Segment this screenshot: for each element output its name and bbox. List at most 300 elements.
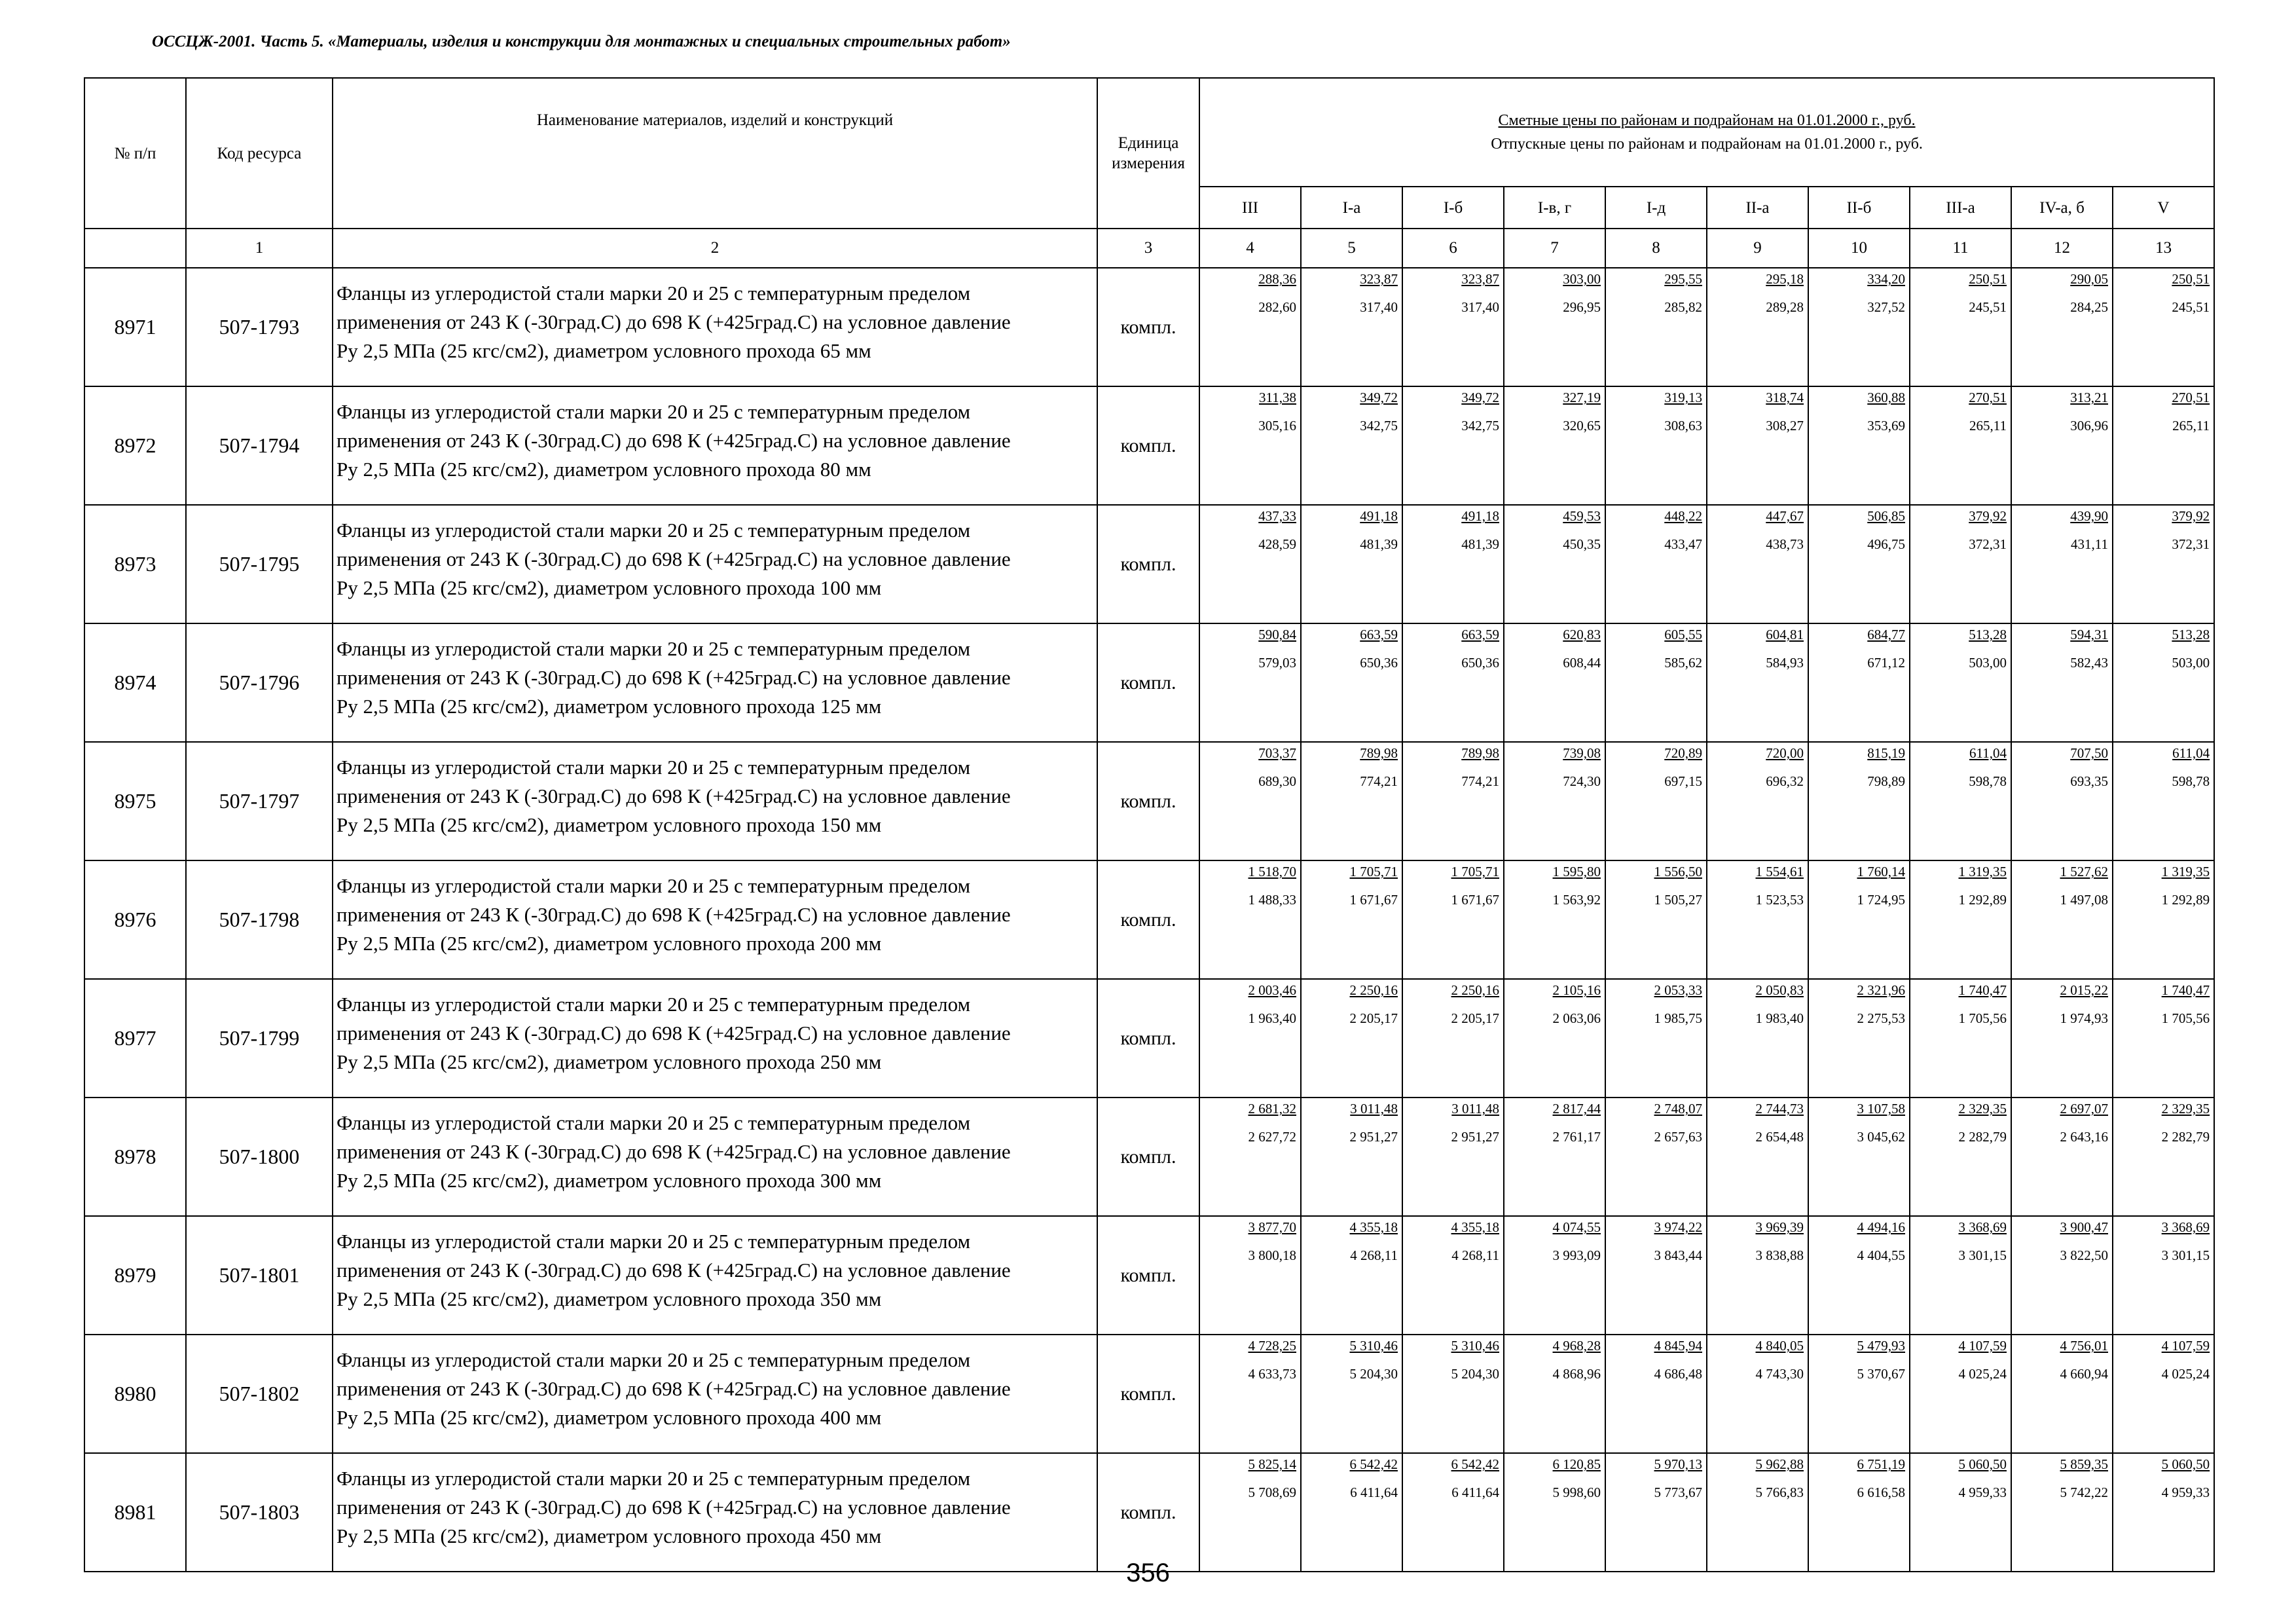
row-index: 8971 [84, 268, 186, 386]
price-cell [1707, 979, 1808, 1098]
release-price: 3 822,50 [2060, 1247, 2108, 1263]
column-header-region: I-а [1301, 187, 1402, 229]
estimated-price: 1 319,35 [1958, 864, 2007, 879]
column-header-region: I-д [1605, 187, 1707, 229]
price-cell [1199, 1098, 1301, 1216]
release-price: 2 761,17 [1552, 1129, 1601, 1145]
material-name-line: Ру 2,5 МПа (25 кгс/см2), диаметром условного прохода 65 мм [337, 339, 871, 362]
release-price: 4 268,11 [1350, 1247, 1398, 1263]
material-name-line: Фланцы из углеродистой стали марки 20 и 25 с температурным пределом [337, 282, 971, 304]
estimated-price: 5 825,14 [1248, 1456, 1296, 1472]
release-price: 481,39 [1461, 536, 1499, 552]
release-price: 450,35 [1563, 536, 1601, 552]
price-cell [1504, 1216, 1605, 1335]
release-price: 433,47 [1664, 536, 1702, 552]
material-name-line: Фланцы из углеродистой стали марки 20 и 25 с температурным пределом [337, 637, 971, 660]
release-price: 2 063,06 [1552, 1010, 1601, 1026]
material-name-line: Ру 2,5 МПа (25 кгс/см2), диаметром условного прохода 400 мм [337, 1406, 882, 1429]
price-cell [1402, 1216, 1504, 1335]
resource-code: 507-1797 [186, 742, 333, 860]
release-price: 308,63 [1664, 418, 1702, 434]
estimated-price: 5 060,50 [1958, 1456, 2007, 1472]
price-cell [1707, 1453, 1808, 1572]
estimated-price: 2 003,46 [1248, 982, 1296, 998]
material-name [333, 742, 1097, 860]
price-cell [1910, 979, 2011, 1098]
price-cell [1605, 268, 1707, 386]
release-price: 1 488,33 [1248, 892, 1296, 908]
price-cell [1301, 1453, 1402, 1572]
price-cell [1808, 1453, 1910, 1572]
release-price: 265,11 [2172, 418, 2210, 434]
estimated-price: 6 751,19 [1857, 1456, 1905, 1472]
release-price: 4 959,33 [1958, 1485, 2007, 1500]
estimated-price: 4 107,59 [2161, 1338, 2210, 1354]
release-price: 2 282,79 [2161, 1129, 2210, 1145]
estimated-price: 349,72 [1360, 390, 1398, 405]
price-cell [1402, 979, 1504, 1098]
estimated-price: 4 728,25 [1248, 1338, 1296, 1354]
material-name-line: Фланцы из углеродистой стали марки 20 и 25 с температурным пределом [337, 400, 971, 423]
estimated-price: 1 595,80 [1552, 864, 1601, 879]
estimated-price: 3 877,70 [1248, 1219, 1296, 1235]
price-cell [1910, 742, 2011, 860]
price-cell [1199, 860, 1301, 979]
estimated-price: 379,92 [2172, 508, 2210, 524]
price-cell [2113, 623, 2214, 742]
release-price: 774,21 [1360, 773, 1398, 789]
price-cell [1605, 505, 1707, 623]
column-number: 9 [1707, 229, 1808, 268]
release-price: 584,93 [1766, 655, 1804, 671]
price-cell [1707, 505, 1808, 623]
estimated-price: 2 329,35 [2161, 1101, 2210, 1116]
row-index: 8976 [84, 860, 186, 979]
release-price: 1 705,56 [2161, 1010, 2210, 1026]
estimated-price: 4 107,59 [1958, 1338, 2007, 1354]
price-cell [1910, 505, 2011, 623]
release-price: 1 671,67 [1451, 892, 1499, 908]
price-cell [1199, 979, 1301, 1098]
price-cell [2011, 979, 2113, 1098]
estimated-price: 611,04 [2172, 745, 2210, 761]
price-cell [1402, 860, 1504, 979]
column-header-unit [1097, 78, 1199, 229]
price-cell [1504, 1453, 1605, 1572]
row-index: 8981 [84, 1453, 186, 1572]
estimated-price: 2 748,07 [1654, 1101, 1702, 1116]
table-row [84, 1453, 2214, 1572]
release-price: 3 800,18 [1248, 1247, 1296, 1263]
material-name [333, 1335, 1097, 1453]
estimated-price: 3 900,47 [2060, 1219, 2108, 1235]
price-cell [2113, 268, 2214, 386]
estimated-price: 3 011,48 [1451, 1101, 1499, 1116]
price-cell [1504, 623, 1605, 742]
column-number: 3 [1097, 229, 1199, 268]
price-cell [1808, 1098, 1910, 1216]
price-cell [2011, 505, 2113, 623]
table-row [84, 1098, 2214, 1216]
resource-code: 507-1793 [186, 268, 333, 386]
material-name-line: применения от 243 К (-30град.С) до 698 К (+425град.С) на условное давление [337, 1140, 1011, 1163]
estimated-price: 5 310,46 [1349, 1338, 1398, 1354]
price-cell [1707, 623, 1808, 742]
price-cell [1504, 386, 1605, 505]
price-cell [1605, 623, 1707, 742]
price-cell [1301, 268, 1402, 386]
price-cell [2113, 386, 2214, 505]
row-index: 8977 [84, 979, 186, 1098]
estimated-price: 4 355,18 [1451, 1219, 1499, 1235]
document-header: ОССЦЖ-2001. Часть 5. «Материалы, изделия и конструкции для монтажных и специальных строительных работ» [152, 33, 1011, 50]
release-price: 4 025,24 [1958, 1366, 2007, 1382]
price-cell [1199, 623, 1301, 742]
price-cell [1910, 1453, 2011, 1572]
estimated-price: 327,19 [1563, 390, 1601, 405]
material-name [333, 505, 1097, 623]
table-row [84, 623, 2214, 742]
price-cell [1605, 386, 1707, 505]
release-price: 2 282,79 [1958, 1129, 2007, 1145]
column-header-name: Наименование материалов, изделий и конструкций [333, 78, 1097, 229]
release-price: 585,62 [1664, 655, 1702, 671]
price-table-body [84, 268, 2214, 1572]
material-name-line: применения от 243 К (-30град.С) до 698 К (+425град.С) на условное давление [337, 547, 1011, 570]
column-header-prices [1199, 78, 2214, 187]
estimated-price: 5 962,88 [1755, 1456, 1804, 1472]
release-price: 289,28 [1766, 299, 1804, 315]
resource-code: 507-1800 [186, 1098, 333, 1216]
column-header-unit-line2: измерения [1112, 155, 1185, 172]
price-cell [1199, 1453, 1301, 1572]
estimated-price: 707,50 [2070, 745, 2108, 761]
estimated-price: 663,59 [1461, 627, 1499, 642]
release-price: 496,75 [1867, 536, 1905, 552]
column-number: 2 [333, 229, 1097, 268]
price-cell [1605, 1216, 1707, 1335]
release-price: 285,82 [1664, 299, 1702, 315]
release-price: 296,95 [1563, 299, 1601, 315]
release-price: 4 025,24 [2161, 1366, 2210, 1382]
estimated-price: 334,20 [1867, 271, 1905, 287]
estimated-price: 513,28 [1969, 627, 2007, 642]
estimated-price: 5 479,93 [1857, 1338, 1905, 1354]
column-number: 6 [1402, 229, 1504, 268]
estimated-price: 2 053,33 [1654, 982, 1702, 998]
estimated-price: 270,51 [1969, 390, 2007, 405]
estimated-price: 2 681,32 [1248, 1101, 1296, 1116]
estimated-price: 594,31 [2070, 627, 2108, 642]
estimated-price: 2 321,96 [1857, 982, 1905, 998]
column-number: 4 [1199, 229, 1301, 268]
release-price: 428,59 [1258, 536, 1296, 552]
price-cell [1808, 860, 1910, 979]
material-name-line: Ру 2,5 МПа (25 кгс/см2), диаметром условного прохода 300 мм [337, 1169, 882, 1192]
row-index: 8974 [84, 623, 186, 742]
unit-of-measure: компл. [1097, 386, 1199, 505]
estimated-price: 323,87 [1461, 271, 1499, 287]
unit-of-measure: компл. [1097, 1216, 1199, 1335]
price-cell [1808, 623, 1910, 742]
release-price: 1 563,92 [1552, 892, 1601, 908]
price-cell [1402, 386, 1504, 505]
page-number: 356 [1126, 1559, 1170, 1587]
column-header-region: V [2113, 187, 2214, 229]
price-cell [1301, 742, 1402, 860]
release-price: 284,25 [2070, 299, 2108, 315]
estimated-price: 4 840,05 [1755, 1338, 1804, 1354]
price-cell [1808, 1335, 1910, 1453]
material-name [333, 623, 1097, 742]
resource-code: 507-1798 [186, 860, 333, 979]
estimated-price: 1 705,71 [1451, 864, 1499, 879]
resource-code: 507-1795 [186, 505, 333, 623]
price-cell [1199, 1335, 1301, 1453]
estimated-price: 684,77 [1867, 627, 1905, 642]
release-price: 598,78 [1969, 773, 2007, 789]
material-name-line: Фланцы из углеродистой стали марки 20 и 25 с температурным пределом [337, 1467, 971, 1490]
release-price: 2 951,27 [1451, 1129, 1499, 1145]
price-cell [1910, 386, 2011, 505]
estimated-price: 5 970,13 [1654, 1456, 1702, 1472]
prices-title: Сметные цены по районам и подрайонам на 01.01.2000 г., руб. [1498, 112, 1916, 129]
price-cell [1199, 268, 1301, 386]
table-row [84, 860, 2214, 979]
unit-of-measure: компл. [1097, 505, 1199, 623]
price-cell [1707, 860, 1808, 979]
release-price: 2 643,16 [2060, 1129, 2108, 1145]
material-name [333, 860, 1097, 979]
price-cell [2011, 1098, 2113, 1216]
estimated-price: 789,98 [1461, 745, 1499, 761]
estimated-price: 318,74 [1766, 390, 1804, 405]
estimated-price: 323,87 [1360, 271, 1398, 287]
material-name-line: применения от 243 К (-30град.С) до 698 К (+425град.С) на условное давление [337, 1259, 1011, 1282]
estimated-price: 491,18 [1461, 508, 1499, 524]
price-cell [1910, 1098, 2011, 1216]
table-row [84, 1335, 2214, 1453]
release-price: 2 275,53 [1857, 1010, 1905, 1026]
estimated-price: 295,55 [1664, 271, 1702, 287]
release-price: 696,32 [1766, 773, 1804, 789]
release-price: 4 268,11 [1451, 1247, 1499, 1263]
estimated-price: 1 705,71 [1349, 864, 1398, 879]
release-price: 3 993,09 [1552, 1247, 1601, 1263]
price-cell [1808, 268, 1910, 386]
price-cell [1910, 860, 2011, 979]
release-price: 1 983,40 [1755, 1010, 1804, 1026]
column-header-region: III-а [1910, 187, 2011, 229]
release-price: 2 627,72 [1248, 1129, 1296, 1145]
estimated-price: 506,85 [1867, 508, 1905, 524]
material-name [333, 979, 1097, 1098]
release-price: 327,52 [1867, 299, 1905, 315]
material-name-line: Ру 2,5 МПа (25 кгс/см2), диаметром условного прохода 200 мм [337, 932, 882, 955]
price-cell [1910, 268, 2011, 386]
release-price: 342,75 [1360, 418, 1398, 434]
material-name-line: применения от 243 К (-30град.С) до 698 К (+425град.С) на условное давление [337, 784, 1011, 807]
prices-subtitle: Отпускные цены по районам и подрайонам на 01.01.2000 г., руб. [1491, 136, 1923, 153]
estimated-price: 789,98 [1360, 745, 1398, 761]
unit-of-measure: компл. [1097, 1453, 1199, 1572]
price-cell [2011, 1453, 2113, 1572]
column-number: 5 [1301, 229, 1402, 268]
estimated-price: 491,18 [1360, 508, 1398, 524]
estimated-price: 1 554,61 [1755, 864, 1804, 879]
estimated-price: 448,22 [1664, 508, 1702, 524]
release-price: 579,03 [1258, 655, 1296, 671]
release-price: 5 204,30 [1349, 1366, 1398, 1382]
price-cell [2011, 860, 2113, 979]
material-name [333, 268, 1097, 386]
price-cell [1199, 1216, 1301, 1335]
price-cell [2113, 1216, 2214, 1335]
price-cell [1301, 386, 1402, 505]
release-price: 3 843,44 [1654, 1247, 1702, 1263]
release-price: 320,65 [1563, 418, 1601, 434]
estimated-price: 3 107,58 [1857, 1101, 1905, 1116]
release-price: 650,36 [1360, 655, 1398, 671]
release-price: 6 411,64 [1451, 1485, 1499, 1500]
price-cell [1402, 268, 1504, 386]
estimated-price: 2 105,16 [1552, 982, 1601, 998]
estimated-price: 1 740,47 [1958, 982, 2007, 998]
price-cell [1402, 1453, 1504, 1572]
column-header-code: Код ресурса [186, 78, 333, 229]
release-price: 671,12 [1867, 655, 1905, 671]
price-cell [1707, 1335, 1808, 1453]
price-cell [1605, 979, 1707, 1098]
estimated-price: 1 319,35 [2161, 864, 2210, 879]
price-cell [1402, 623, 1504, 742]
estimated-price: 319,13 [1664, 390, 1702, 405]
price-cell [2011, 386, 2113, 505]
estimated-price: 703,37 [1258, 745, 1296, 761]
estimated-price: 815,19 [1867, 745, 1905, 761]
price-cell [1402, 742, 1504, 860]
release-price: 503,00 [1969, 655, 2007, 671]
price-cell [2113, 979, 2214, 1098]
price-cell [1199, 386, 1301, 505]
unit-of-measure: компл. [1097, 742, 1199, 860]
column-number: 11 [1910, 229, 2011, 268]
price-cell [1605, 1098, 1707, 1216]
release-price: 693,35 [2070, 773, 2108, 789]
release-price: 1 292,89 [1958, 892, 2007, 908]
price-cell [1707, 1216, 1808, 1335]
resource-code: 507-1801 [186, 1216, 333, 1335]
material-name-line: Ру 2,5 МПа (25 кгс/см2), диаметром условного прохода 450 мм [337, 1524, 882, 1547]
release-price: 697,15 [1664, 773, 1702, 789]
release-price: 1 985,75 [1654, 1010, 1702, 1026]
release-price: 1 724,95 [1857, 892, 1905, 908]
column-header-idx: № п/п [84, 78, 186, 229]
estimated-price: 1 527,62 [2060, 864, 2108, 879]
material-name-line: применения от 243 К (-30град.С) до 698 К (+425град.С) на условное давление [337, 1022, 1011, 1044]
price-cell [2113, 1335, 2214, 1453]
estimated-price: 2 329,35 [1958, 1101, 2007, 1116]
estimated-price: 250,51 [1969, 271, 2007, 287]
unit-of-measure: компл. [1097, 1335, 1199, 1453]
release-price: 265,11 [1969, 418, 2007, 434]
row-index: 8972 [84, 386, 186, 505]
estimated-price: 590,84 [1258, 627, 1296, 642]
price-cell [1301, 1216, 1402, 1335]
material-name-line: Фланцы из углеродистой стали марки 20 и 25 с температурным пределом [337, 993, 971, 1016]
material-name-line: Ру 2,5 МПа (25 кгс/см2), диаметром условного прохода 250 мм [337, 1050, 882, 1073]
release-price: 5 708,69 [1248, 1485, 1296, 1500]
estimated-price: 2 744,73 [1755, 1101, 1804, 1116]
table-row [84, 1216, 2214, 1335]
column-number: 8 [1605, 229, 1707, 268]
price-cell [1199, 742, 1301, 860]
estimated-price: 6 120,85 [1552, 1456, 1601, 1472]
estimated-price: 2 697,07 [2060, 1101, 2108, 1116]
column-number: 7 [1504, 229, 1605, 268]
price-cell [1504, 979, 1605, 1098]
material-name-line: применения от 243 К (-30град.С) до 698 К (+425град.С) на условное давление [337, 666, 1011, 689]
price-cell [2011, 1335, 2113, 1453]
table-row [84, 505, 2214, 623]
price-cell [1808, 1216, 1910, 1335]
material-name [333, 1216, 1097, 1335]
release-price: 2 657,63 [1654, 1129, 1702, 1145]
price-cell [1605, 742, 1707, 860]
column-header-region: III [1199, 187, 1301, 229]
material-name-line: применения от 243 К (-30град.С) до 698 К (+425град.С) на условное давление [337, 310, 1011, 333]
price-cell [2113, 1098, 2214, 1216]
release-price: 317,40 [1360, 299, 1398, 315]
release-price: 774,21 [1461, 773, 1499, 789]
release-price: 6 616,58 [1857, 1485, 1905, 1500]
estimated-price: 290,05 [2070, 271, 2108, 287]
material-name [333, 1453, 1097, 1572]
estimated-price: 270,51 [2172, 390, 2210, 405]
estimated-price: 4 968,28 [1552, 1338, 1601, 1354]
release-price: 308,27 [1766, 418, 1804, 434]
unit-of-measure: компл. [1097, 1098, 1199, 1216]
release-price: 5 204,30 [1451, 1366, 1499, 1382]
row-index: 8979 [84, 1216, 186, 1335]
release-price: 1 497,08 [2060, 892, 2108, 908]
price-cell [2011, 1216, 2113, 1335]
estimated-price: 2 250,16 [1349, 982, 1398, 998]
price-cell [1707, 742, 1808, 860]
estimated-price: 437,33 [1258, 508, 1296, 524]
estimated-price: 1 556,50 [1654, 864, 1702, 879]
price-cell [1504, 742, 1605, 860]
release-price: 798,89 [1867, 773, 1905, 789]
column-header-unit-line1: Единица [1118, 134, 1179, 152]
release-price: 305,16 [1258, 418, 1296, 434]
price-cell [1402, 1098, 1504, 1216]
release-price: 4 404,55 [1857, 1247, 1905, 1263]
resource-code: 507-1799 [186, 979, 333, 1098]
price-cell [2011, 623, 2113, 742]
price-cell [1707, 268, 1808, 386]
column-number: 13 [2113, 229, 2214, 268]
release-price: 2 205,17 [1451, 1010, 1499, 1026]
price-cell [1910, 623, 2011, 742]
estimated-price: 1 760,14 [1857, 864, 1905, 879]
column-number: 10 [1808, 229, 1910, 268]
release-price: 1 292,89 [2161, 892, 2210, 908]
release-price: 1 671,67 [1349, 892, 1398, 908]
release-price: 438,73 [1766, 536, 1804, 552]
estimated-price: 720,00 [1766, 745, 1804, 761]
unit-of-measure: компл. [1097, 268, 1199, 386]
